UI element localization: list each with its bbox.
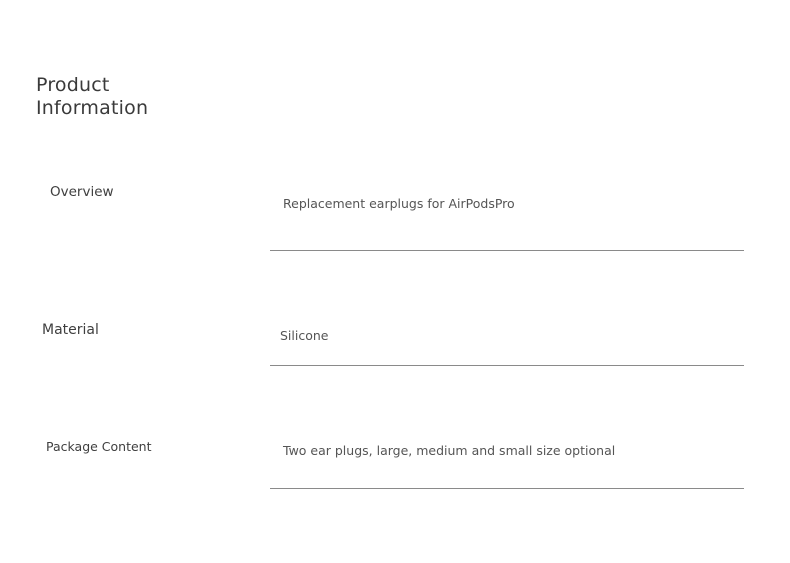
page-title	[36, 74, 226, 120]
row-divider	[270, 250, 744, 251]
spec-label-material: Material	[42, 322, 99, 338]
page-title-line-1: Product	[36, 74, 110, 96]
row-divider	[270, 365, 744, 366]
page-title-line-2: Information	[36, 97, 149, 119]
spec-value-overview: Replacement earplugs for AirPodsPro	[283, 196, 515, 211]
spec-value-package-content: Two ear plugs, large, medium and small size optional	[283, 443, 616, 458]
spec-label-overview: Overview	[50, 184, 114, 200]
spec-label-package-content: Package Content	[46, 439, 152, 454]
spec-value-material: Silicone	[280, 328, 329, 343]
row-divider	[270, 488, 744, 489]
